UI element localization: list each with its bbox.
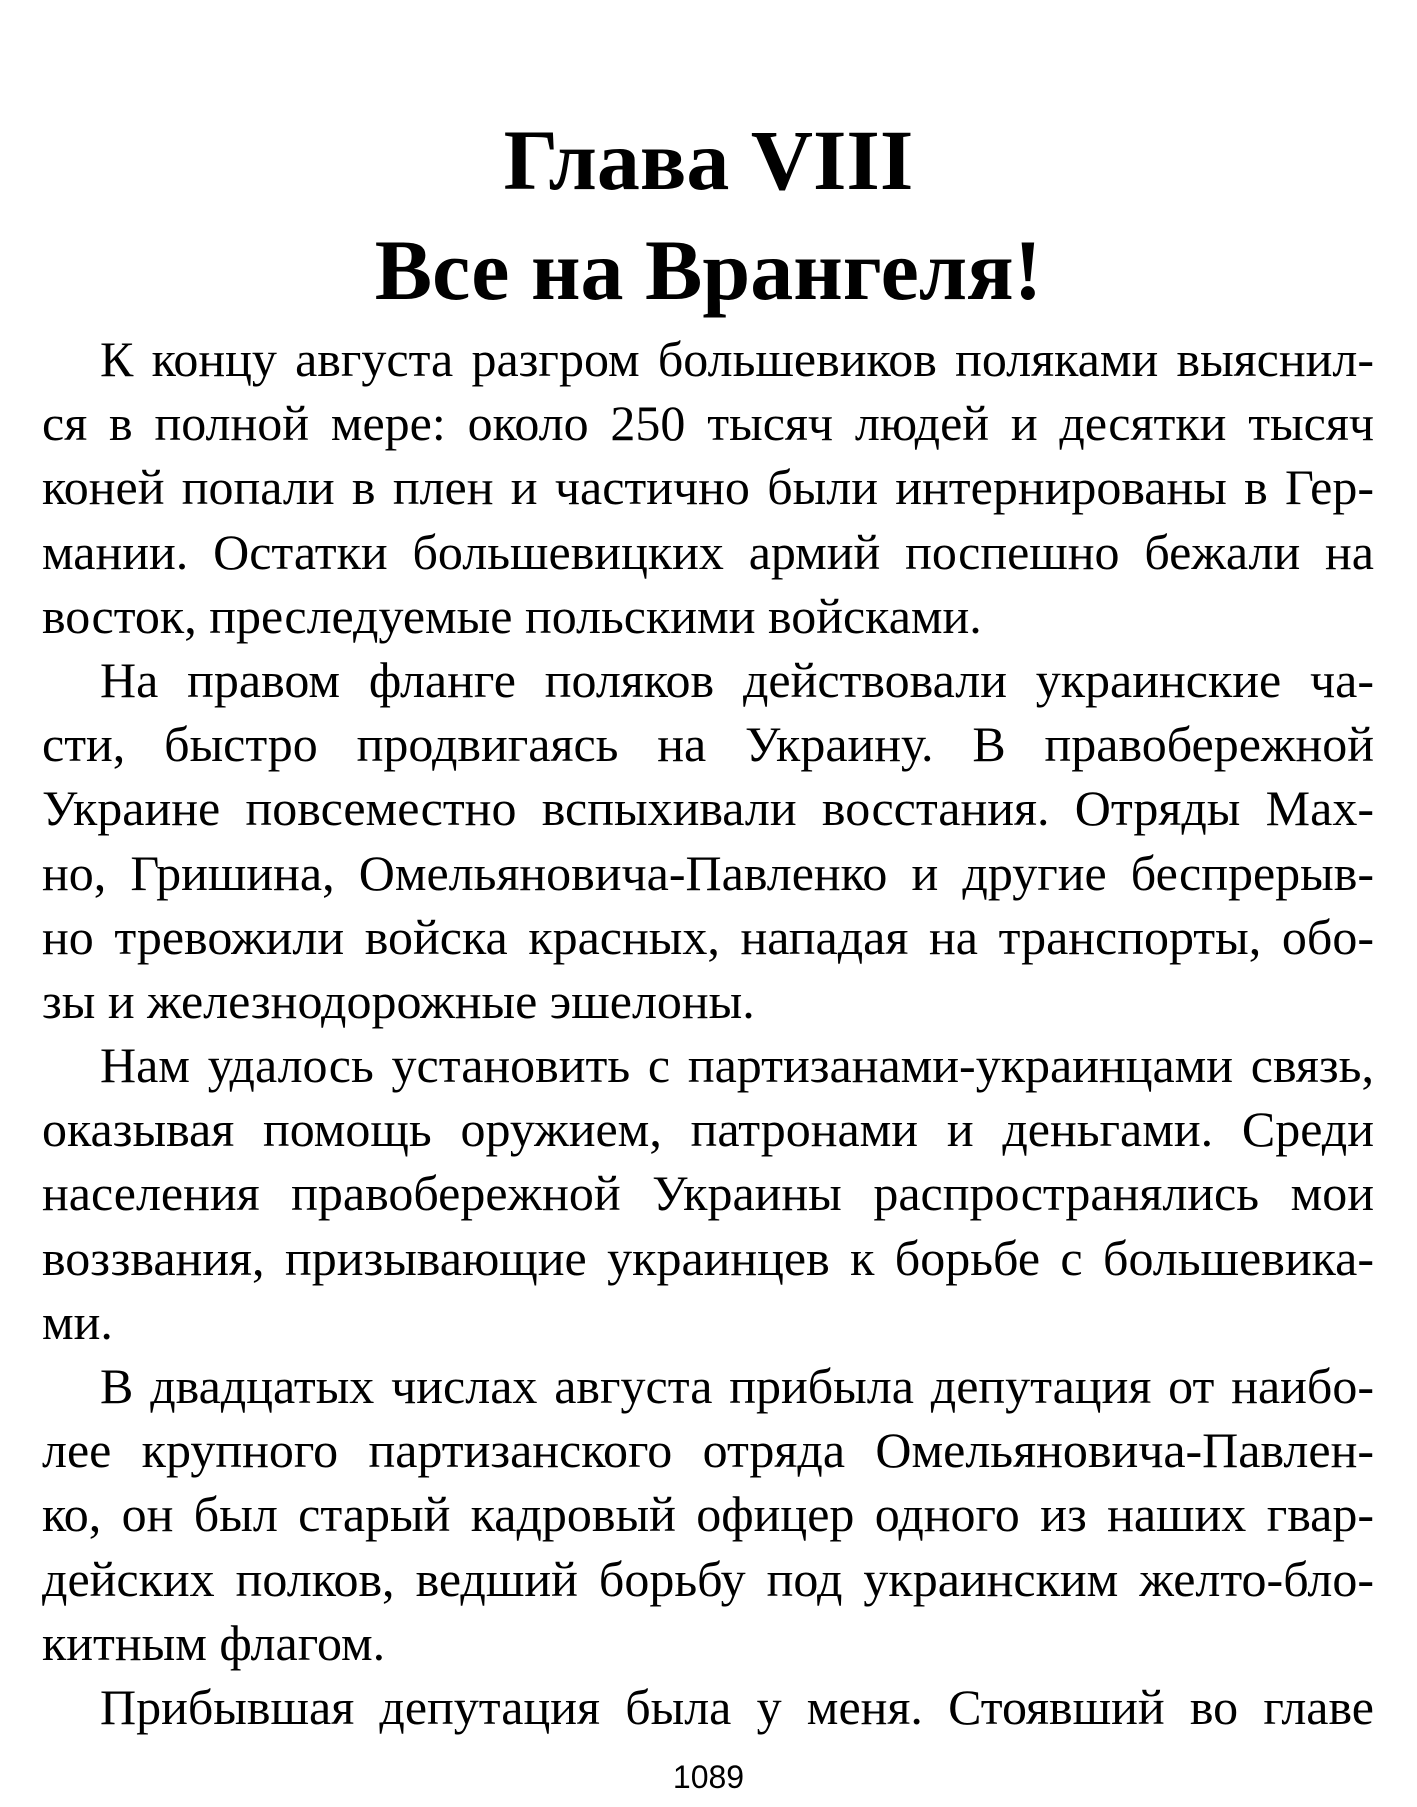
text-line: Нам удалось установить с партизанами-украинцами связь,	[100, 1037, 1374, 1094]
text-line: но, Гришина, Омельяновича-Павленко и другие беспрерыв-	[42, 844, 1374, 901]
chapter-title: Все на Врангеля!	[374, 222, 1043, 318]
text-line: коней попали в плен и частично были интернированы в Гер-	[42, 459, 1374, 516]
page-number: 1089	[672, 1759, 745, 1795]
text-line: населения правобережной Украины распространялись мои	[42, 1165, 1374, 1222]
text-line: китным флагом.	[42, 1614, 386, 1671]
paragraph	[42, 1354, 1374, 1675]
text-line: сти, быстро продвигаясь на Украину. В правобережной	[42, 716, 1374, 773]
text-line: К концу августа разгром большевиков поляками выяснил-	[100, 331, 1374, 387]
text-line: Прибывшая депутация была у меня. Стоявший во главе	[100, 1678, 1374, 1735]
text-line: Украине повсеместно вспыхивали восстания. Отряды Мах-	[42, 780, 1374, 837]
text-line: воззвания, призывающие украинцев к борьбе с большевика-	[42, 1229, 1374, 1286]
text-line: ко, он был старый кадровый офицер одного из наших гвар-	[42, 1486, 1374, 1543]
text-line: зы и железнодорожные эшелоны.	[42, 972, 755, 1029]
text-line: лее крупного партизанского отряда Омельяновича-Павлен-	[42, 1422, 1374, 1479]
text-line: дейских полков, ведший борьбу под украинским желто-бло-	[42, 1550, 1374, 1607]
body-text	[42, 327, 1374, 1739]
text-line: В двадцатых числах августа прибыла депутация от наибо-	[100, 1358, 1374, 1414]
paragraph	[42, 648, 1374, 1033]
text-line: ся в полной мере: около 250 тысяч людей и десятки тысяч	[42, 395, 1374, 452]
paragraph	[42, 327, 1374, 648]
text-line: восток, преследуемые польскими войсками.	[42, 587, 982, 644]
text-line: мании. Остатки большевицких армий поспешно бежали на	[42, 523, 1374, 580]
paragraph	[42, 1675, 1374, 1739]
text-line: На правом фланге поляков действовали украинские ча-	[100, 651, 1374, 708]
text-line: ми.	[42, 1293, 113, 1350]
text-line: оказывая помощь оружием, патронами и деньгами. Среди	[42, 1101, 1374, 1158]
chapter-number: Глава VIII	[503, 112, 914, 208]
text-line: но тревожили войска красных, нападая на транспорты, обо-	[42, 908, 1374, 965]
chapter-heading	[0, 105, 1417, 325]
paragraph	[42, 1033, 1374, 1354]
